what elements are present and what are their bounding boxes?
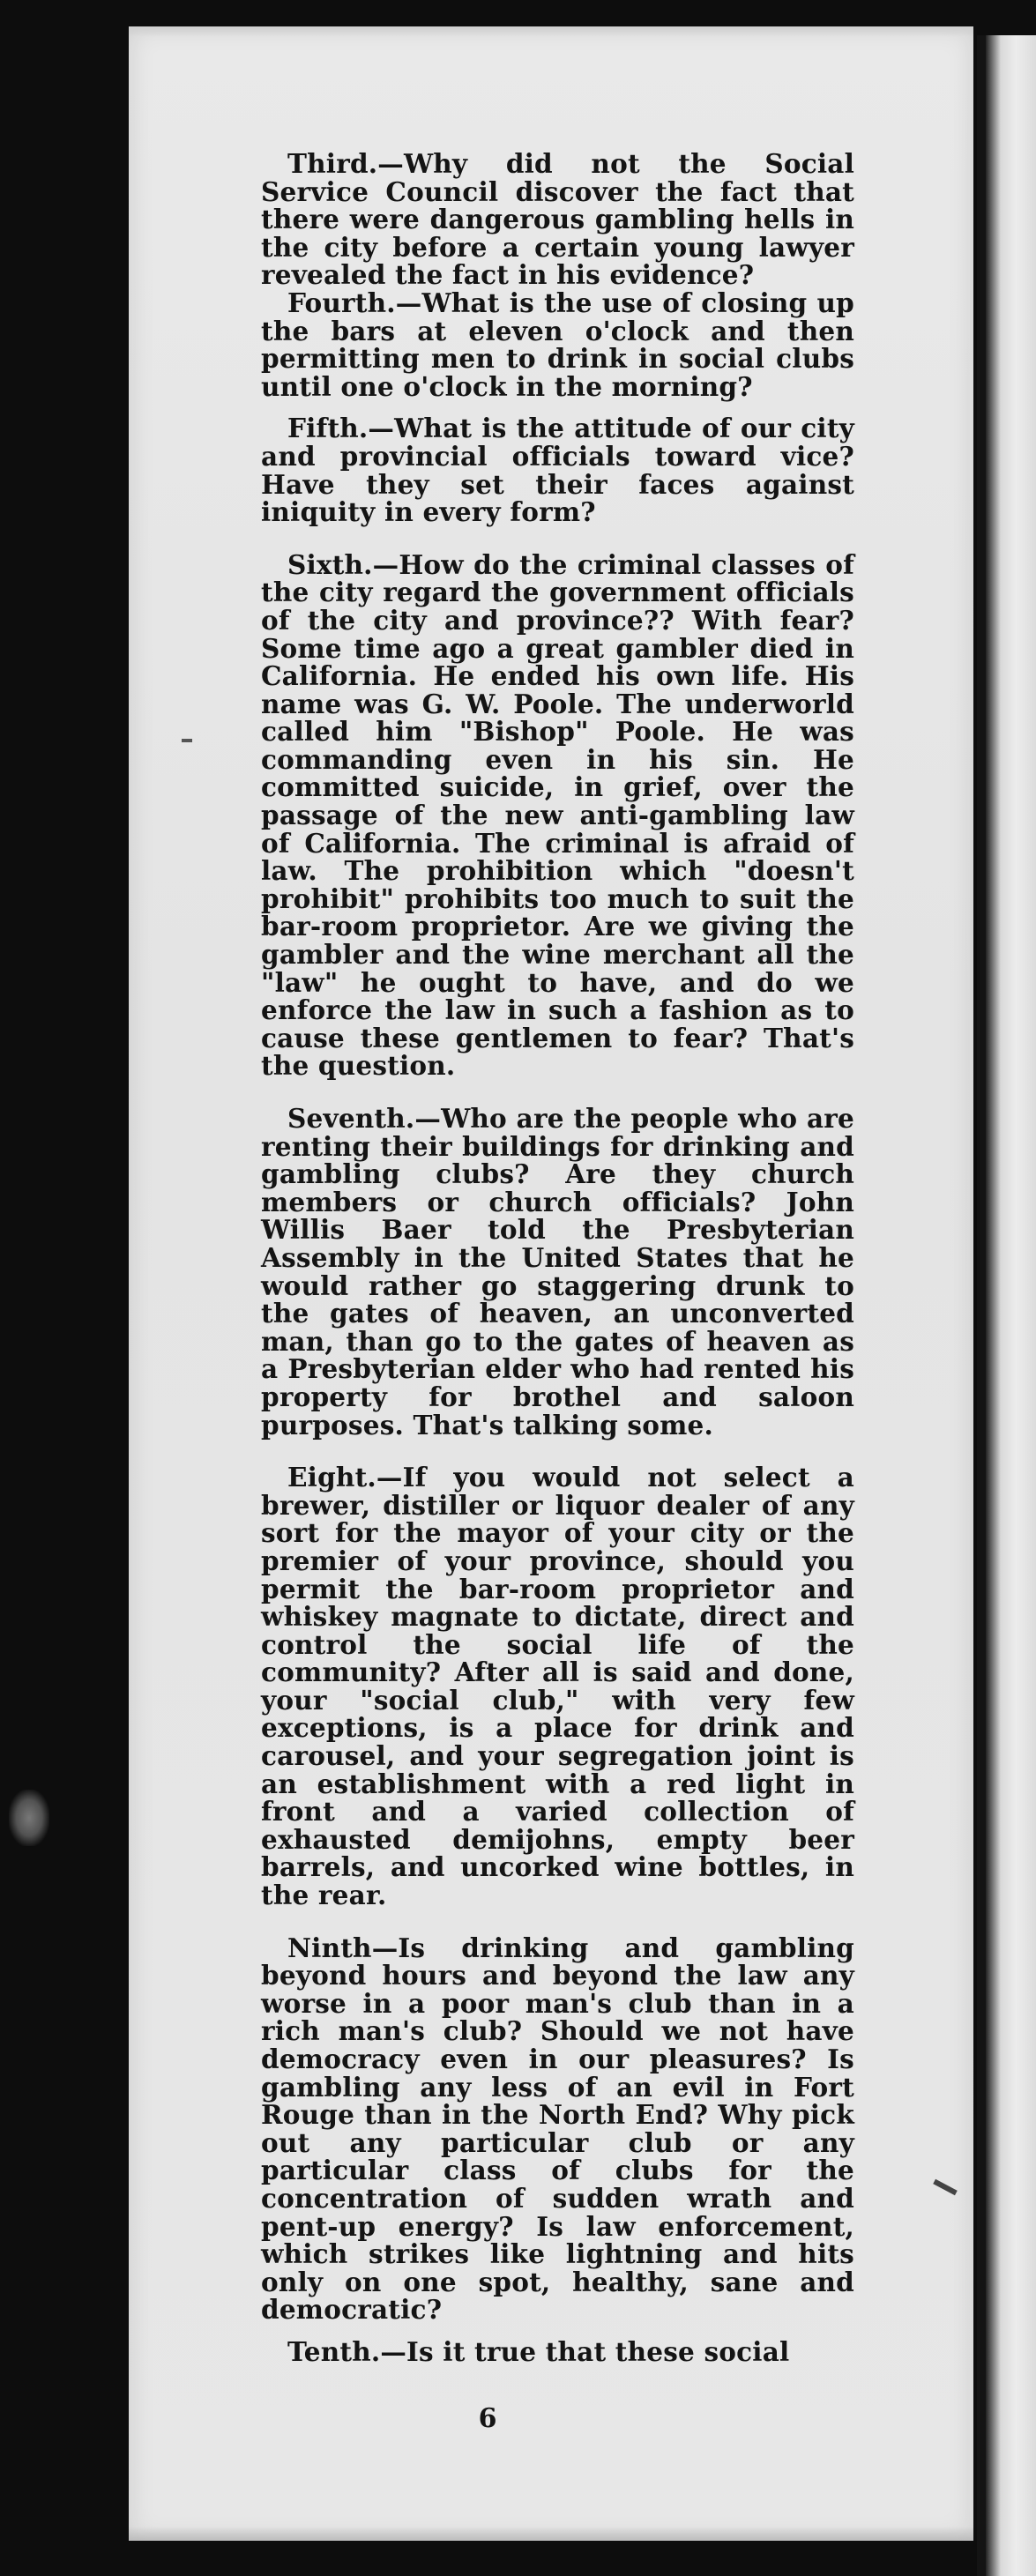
next-page-edge xyxy=(986,35,1036,2576)
margin-mark xyxy=(933,2179,958,2195)
paragraph-fourth: Fourth.—What is the use of closing up the bars at eleven o'clock and then permitting men to drink in social clubs until one o'clock in the morning? xyxy=(261,287,854,402)
document-page xyxy=(129,26,973,2541)
paragraph-eighth: Eight.—If you would not select a brewer, distiller or liquor dealer of any sort for the mayor of your city or the premier of your province, should you permit the bar-room proprietor and whiskey magnate to dictate, direct and control the social life of the community? After all is said and done, your "social club," with very few exceptions, is a place for drink and carousel, and your segregation joint is an establishment with a red light in front and a varied collection of exhausted demijohns, empty beer barrels, and uncorked wine bottles, in the rear. xyxy=(261,1462,854,1911)
paragraph-sixth: Sixth.—How do the criminal classes of the city regard the government officials of the city and province?? With fear? Some time ago a great gambler died in California. He ended his own life. His name was G. W. Poole. The underworld called him "Bishop" Poole. He was commanding even in his sin. He committed suicide, in grief, over the passage of the new anti-gambling law of California. The criminal is afraid of law. The prohibition which "doesn't prohibit" prohibits too much to suit the bar-room proprietor. Are we giving the gambler and the wine merchant all the "law" he ought to have, and do we enforce the law in such a fashion as to cause these gentlemen to fear? That's the question. xyxy=(261,548,854,1082)
margin-mark xyxy=(182,739,192,742)
page-top-edge xyxy=(129,26,973,37)
page-bottom-edge xyxy=(129,2527,973,2541)
scan-speck xyxy=(9,1790,49,1846)
paragraph-ninth: Ninth—Is drinking and gambling beyond hours and beyond the law any worse in a poor man's club than in a rich man's club? Should we not have democracy even in our pleasures? Is gambling any less of an evil in Fort Rouge than in the North End? Why pick out any particular club or any particular class of clubs for the concentration of sudden wrath and pent-up energy? Is law enforcement, which strikes like lightning and hits only on one spot, healthy, sane and democratic? xyxy=(261,1932,854,2326)
page-number: 6 xyxy=(478,2403,497,2434)
paragraph-tenth: Tenth.—Is it true that these social xyxy=(287,2335,790,2367)
paragraph-third: Third.—Why did not the Social Service Council discover the fact that there were dangerous gambling hells in the city before a certain young lawyer revealed the fact in his evidence? xyxy=(261,148,854,291)
paragraph-fifth: Fifth.—What is the attitude of our city and provincial officials toward vice? Have they set their faces against iniquity in every form? xyxy=(261,413,854,528)
paragraph-seventh: Seventh.—Who are the people who are renting their buildings for drinking and gambling clubs? Are they church members or church officials? John Willis Baer told the Presbyterian Assembly in the United States that he would rather go staggering drunk to the gates of heaven, an unconverted man, than go to the gates of heaven as a Presbyterian elder who had rented his property for brothel and saloon purposes. That's talking some. xyxy=(261,1103,854,1441)
text-column xyxy=(261,150,854,2366)
